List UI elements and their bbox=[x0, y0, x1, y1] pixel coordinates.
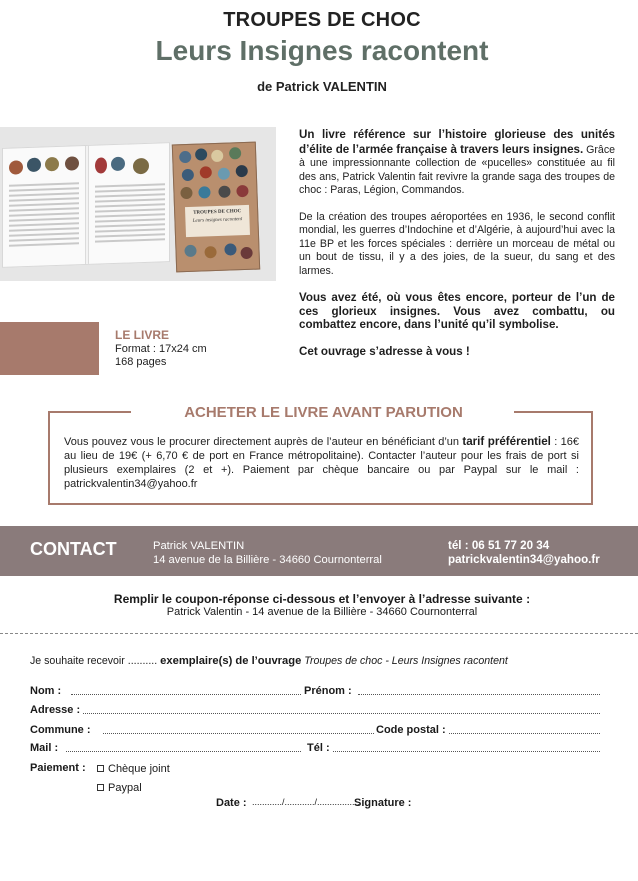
form-label-signature: Signature : bbox=[354, 797, 412, 809]
form-field-nom[interactable] bbox=[71, 694, 301, 695]
paypal-checkbox[interactable] bbox=[97, 784, 104, 791]
form-want-prefix: Je souhaite recevoir bbox=[30, 655, 125, 667]
header-author: de Patrick VALENTIN bbox=[257, 79, 387, 94]
intro-p3: Vous avez été, où vous êtes encore, porteur de l’un de ces glorieux insignes. Vous avez combattu, ou combattez encore, dans l’unité qu’il symbolise. bbox=[299, 291, 615, 331]
cover-subtitle: Leurs insignes racontent bbox=[192, 217, 243, 224]
book-photo bbox=[0, 127, 276, 281]
book-cover bbox=[172, 142, 260, 273]
contact-phone[interactable]: tél : 06 51 77 20 34 bbox=[448, 539, 550, 552]
form-cheque-label: Chèque joint bbox=[108, 763, 170, 775]
cover-title: TROUPES DE CHOC bbox=[193, 209, 242, 216]
form-label-tel: Tél : bbox=[307, 742, 330, 754]
buy-text-bold: tarif préférentiel bbox=[462, 435, 551, 448]
livre-format: Format : 17x24 cm bbox=[115, 343, 207, 355]
form-label-prenom: Prénom : bbox=[304, 685, 352, 697]
contact-band bbox=[0, 526, 638, 576]
coupon-heading: Remplir le coupon-réponse ci-dessous et l’envoyer à l’adresse suivante : bbox=[113, 592, 531, 606]
livre-accent-bar bbox=[0, 322, 99, 375]
cheque-checkbox[interactable] bbox=[97, 765, 104, 772]
contact-email[interactable]: patrickvalentin34@yahoo.fr bbox=[448, 553, 600, 566]
form-paypal-label: Paypal bbox=[108, 782, 142, 794]
cover-title-band bbox=[185, 205, 250, 237]
contact-name: Patrick VALENTIN bbox=[153, 540, 245, 552]
buy-text-a: Vous pouvez vous le procurer directement auprès de l’auteur en bénéficiant d’un bbox=[64, 436, 463, 448]
form-want-title: Troupes de choc - Leurs Insignes racontent bbox=[304, 655, 508, 667]
buy-box bbox=[48, 404, 593, 505]
form-field-commune[interactable] bbox=[103, 733, 374, 734]
form-request-line bbox=[30, 655, 508, 667]
intro-p1-rest: Grâce à une impressionnante collection de «pucelles» constituée au fil des ans, Patrick Valentin fait revivre la grande saga des troupes de choc : Paras, Légion, Commandos. bbox=[299, 143, 616, 196]
buy-text bbox=[64, 435, 579, 491]
buy-text-b: : 16€ au lieu de 19€ (+ 6,70 € de port en France métropolitaine). Contacter l’auteur pour les frais de port si plusieurs exemplaires (2 et +). Paiement par chèque bancaire ou par Paypal sur le mail : patrickvalentin34@yahoo.fr bbox=[64, 436, 579, 490]
intro-p2: De la création des troupes aéroportées en 1936, le second conflit mondial, les guerres d’Indochine et d’Algérie, à aujourd’hui avec la 11e BP et les forces spéciales : derrière un morceau de métal ou un bout de tissu, il y a des joies, de la sueur, du sang et des larmes. bbox=[299, 210, 615, 277]
form-field-code-postal[interactable] bbox=[449, 733, 600, 734]
livre-title: LE LIVRE bbox=[115, 328, 170, 342]
form-label-nom: Nom : bbox=[30, 685, 62, 697]
header-subtitle: Leurs Insignes racontent bbox=[155, 35, 489, 66]
coupon-address: Patrick Valentin - 14 avenue de la Billière - 34660 Cournonterral bbox=[166, 606, 478, 618]
contact-heading: CONTACT bbox=[30, 539, 117, 559]
form-field-date[interactable]: ............/............/................. bbox=[252, 797, 360, 807]
open-book-spread bbox=[2, 142, 170, 268]
form-field-mail[interactable] bbox=[66, 751, 301, 752]
form-label-date: Date : bbox=[216, 797, 247, 809]
cut-line bbox=[0, 633, 638, 634]
header-title: TROUPES DE CHOC bbox=[223, 9, 421, 31]
form-label-mail: Mail : bbox=[30, 742, 59, 754]
form-field-prenom[interactable] bbox=[358, 694, 600, 695]
form-field-tel[interactable] bbox=[333, 751, 600, 752]
intro-p4: Cet ouvrage s’adresse à vous ! bbox=[299, 344, 470, 358]
form-field-adresse[interactable] bbox=[83, 713, 600, 714]
livre-pages: 168 pages bbox=[115, 356, 167, 368]
form-quantity-field[interactable]: .......... bbox=[127, 655, 158, 667]
buy-title: ACHETER LE LIVRE AVANT PARUTION bbox=[184, 404, 463, 421]
form-label-adresse: Adresse : bbox=[30, 704, 81, 716]
form-label-code-postal: Code postal : bbox=[376, 724, 446, 736]
form-label-commune: Commune : bbox=[30, 724, 91, 736]
form-want-bold: exemplaire(s) de l’ouvrage bbox=[160, 655, 302, 667]
form-label-paiement: Paiement : bbox=[30, 762, 86, 774]
form-option-cheque[interactable] bbox=[97, 763, 170, 775]
intro-text bbox=[299, 128, 615, 371]
contact-address: 14 avenue de la Billière - 34660 Cournonterral bbox=[153, 554, 382, 566]
form-option-paypal[interactable] bbox=[97, 782, 142, 794]
intro-p1-bold: Un livre référence sur l’histoire glorieuse des unités d’élite de l’armée française à travers leurs insignes. bbox=[299, 128, 615, 156]
